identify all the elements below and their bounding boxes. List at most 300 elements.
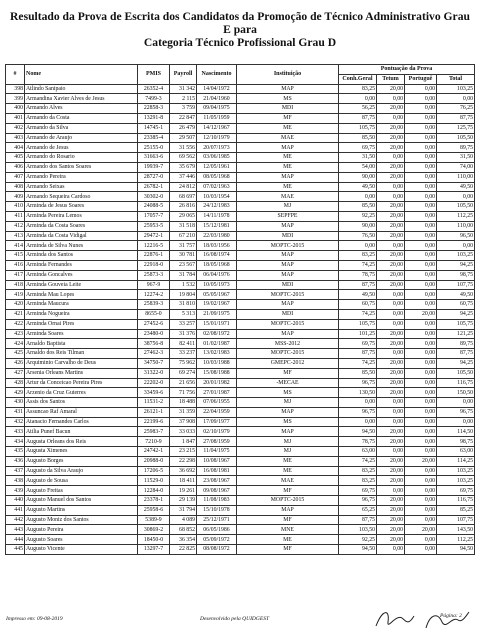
cell-num: 444 [6, 535, 25, 545]
cell-conh: 49,50 [339, 182, 377, 192]
cell-nascimento: 11/04/1975 [197, 447, 237, 457]
cell-num: 405 [6, 153, 25, 163]
cell-conh: 76,50 [339, 231, 377, 241]
cell-instituicao: MJ [237, 202, 339, 212]
cell-payroll: 82 411 [170, 339, 197, 349]
cell-tetum: 20,00 [377, 329, 405, 339]
cell-instituicao: MF [237, 113, 339, 123]
cell-portugues: 0,00 [405, 329, 437, 339]
cell-pmis: 17206-5 [138, 466, 170, 476]
cell-num: 436 [6, 456, 25, 466]
cell-instituicao: MNE [237, 525, 339, 535]
cell-num: 433 [6, 427, 25, 437]
cell-num: 410 [6, 202, 25, 212]
cell-instituicao: MJ [237, 447, 339, 457]
cell-portugues: 0,00 [405, 202, 437, 212]
cell-total: 49,50 [437, 290, 475, 300]
cell-nome: Augusto Martins [25, 505, 138, 515]
cell-nascimento: 10/03/1954 [197, 192, 237, 202]
cell-portugues: 0,00 [405, 94, 437, 104]
cell-tetum: 20,00 [377, 466, 405, 476]
developer-credit: Desenvolvido pela QUIDGEST [200, 616, 270, 622]
cell-nome: Atanacio Fernandes Carlos [25, 417, 138, 427]
cell-instituicao: MF [237, 486, 339, 496]
table-row [6, 153, 475, 163]
cell-nascimento: 21/04/1960 [197, 94, 237, 104]
cell-instituicao: GMEPC-2012 [237, 358, 339, 368]
table-row [6, 417, 475, 427]
cell-num: 416 [6, 260, 25, 270]
cell-payroll: 21 656 [170, 378, 197, 388]
cell-total: 89,75 [437, 143, 475, 153]
cell-nascimento: 23/08/1967 [197, 476, 237, 486]
cell-pmis: 11531-2 [138, 398, 170, 408]
cell-nome: Augusto Moniz dos Santos [25, 515, 138, 525]
cell-instituicao: ME [237, 162, 339, 172]
cell-tetum: 0,00 [377, 398, 405, 408]
cell-conh: 74,25 [339, 260, 377, 270]
cell-instituicao: MAP [237, 84, 339, 94]
cell-conh: 105,75 [339, 319, 377, 329]
cell-num: 419 [6, 290, 25, 300]
cell-tetum: 20,00 [377, 525, 405, 535]
col-nascimento-header: Nascimento [197, 65, 237, 85]
cell-tetum: 20,00 [377, 496, 405, 506]
table-row [6, 241, 475, 251]
cell-instituicao: MSS-2012 [237, 339, 339, 349]
cell-nome: Arsenia Orleans Martins [25, 368, 138, 378]
cell-instituicao: MAP [237, 221, 339, 231]
cell-conh: 96,75 [339, 496, 377, 506]
cell-nome: Arminda Mau Lopes [25, 290, 138, 300]
cell-conh: 87,75 [339, 280, 377, 290]
cell-nascimento: 05/09/1972 [197, 535, 237, 545]
cell-tetum: 20,00 [377, 104, 405, 114]
cell-nome: Augusto Borges [25, 456, 138, 466]
cell-conh: 92,25 [339, 535, 377, 545]
cell-portugues: 0,00 [405, 407, 437, 417]
cell-num: 426 [6, 358, 25, 368]
table-row [6, 339, 475, 349]
col-num-header: # [6, 65, 25, 85]
cell-nascimento: 25/12/1971 [197, 515, 237, 525]
cell-portugues: 0,00 [405, 123, 437, 133]
table-row [6, 515, 475, 525]
cell-tetum: 0,00 [377, 153, 405, 163]
cell-tetum: 20,00 [377, 221, 405, 231]
cell-tetum: 0,00 [377, 182, 405, 192]
cell-conh: 56,25 [339, 104, 377, 114]
cell-conh: 83,25 [339, 476, 377, 486]
cell-payroll: 31 342 [170, 84, 197, 94]
cell-tetum: 0,00 [377, 545, 405, 555]
cell-pmis: 25155-0 [138, 143, 170, 153]
cell-pmis: 22858-3 [138, 104, 170, 114]
cell-payroll: 67 210 [170, 231, 197, 241]
cell-nome: Arminda dos Santos [25, 251, 138, 261]
cell-nascimento: 15/12/1981 [197, 221, 237, 231]
cell-payroll: 31 376 [170, 329, 197, 339]
table-row [6, 123, 475, 133]
cell-conh: 0,00 [339, 398, 377, 408]
cell-conh: 74,25 [339, 358, 377, 368]
cell-payroll: 30 781 [170, 251, 197, 261]
cell-payroll: 24 812 [170, 182, 197, 192]
cell-nascimento: 14/11/1978 [197, 211, 237, 221]
cell-total: 96,75 [437, 407, 475, 417]
cell-total: 98,75 [437, 437, 475, 447]
cell-portugues: 0,00 [405, 300, 437, 310]
cell-nome: Arminda da Costa Vidigal [25, 231, 138, 241]
cell-num: 430 [6, 398, 25, 408]
cell-pmis: 26121-1 [138, 407, 170, 417]
cell-pmis: 14745-1 [138, 123, 170, 133]
cell-pmis: 12274-2 [138, 290, 170, 300]
cell-payroll: 33 033 [170, 427, 197, 437]
cell-portugues: 0,00 [405, 358, 437, 368]
cell-total: 125,75 [437, 123, 475, 133]
cell-nascimento: 06/05/1986 [197, 525, 237, 535]
cell-conh: 105,75 [339, 123, 377, 133]
cell-payroll: 29 139 [170, 496, 197, 506]
cell-nascimento: 10/08/1967 [197, 456, 237, 466]
cell-total: 105,50 [437, 368, 475, 378]
cell-num: 423 [6, 329, 25, 339]
cell-pmis: 38756-8 [138, 339, 170, 349]
cell-nome: Armando Sequeira Cardoso [25, 192, 138, 202]
cell-payroll: 31 518 [170, 221, 197, 231]
table-row [6, 143, 475, 153]
table-row [6, 427, 475, 437]
cell-nascimento: 20/07/1973 [197, 143, 237, 153]
cell-payroll: 18 488 [170, 398, 197, 408]
cell-tetum: 20,00 [377, 437, 405, 447]
cell-portugues: 0,00 [405, 398, 437, 408]
cell-total: 0,00 [437, 241, 475, 251]
title-line-3: Categoria Técnico Profissional Grau D [143, 36, 337, 49]
cell-nome: Arminda Goncalves [25, 270, 138, 280]
cell-pmis: 31322-0 [138, 368, 170, 378]
cell-nome: Arminda da Costa Soares [25, 221, 138, 231]
cell-portugues: 0,00 [405, 349, 437, 359]
cell-nome: Armando de Jesus [25, 143, 138, 153]
cell-payroll: 36 692 [170, 466, 197, 476]
col-conh-header: Conh.Geral [339, 74, 377, 84]
table-row [6, 133, 475, 143]
cell-total: 105,75 [437, 319, 475, 329]
cell-tetum: 20,00 [377, 211, 405, 221]
cell-nome: Augusto Manuel dos Santos [25, 496, 138, 506]
cell-tetum: 20,00 [377, 260, 405, 270]
cell-conh: 78,75 [339, 270, 377, 280]
cell-conh: 0,00 [339, 417, 377, 427]
cell-tetum: 20,00 [377, 123, 405, 133]
cell-nascimento: 18/05/1968 [197, 260, 237, 270]
cell-portugues: 0,00 [405, 84, 437, 94]
cell-instituicao: ME [237, 123, 339, 133]
cell-total: 0,00 [437, 94, 475, 104]
cell-nascimento: 15/10/1978 [197, 505, 237, 515]
cell-portugues: 20,00 [405, 525, 437, 535]
table-row [6, 525, 475, 535]
cell-instituicao: -MECAE [237, 378, 339, 388]
cell-num: 445 [6, 545, 25, 555]
cell-nascimento: 12/10/1979 [197, 133, 237, 143]
table-row [6, 535, 475, 545]
results-table [5, 64, 475, 555]
cell-instituicao: ME [237, 456, 339, 466]
cell-portugues: 0,00 [405, 221, 437, 231]
cell-nome: Arminda Pereira Lemos [25, 211, 138, 221]
cell-pmis: 25839-3 [138, 300, 170, 310]
cell-tetum: 0,00 [377, 407, 405, 417]
cell-total: 89,75 [437, 339, 475, 349]
cell-payroll: 37 446 [170, 172, 197, 182]
cell-tetum: 0,00 [377, 94, 405, 104]
document-title [0, 10, 480, 49]
table-row [6, 309, 475, 319]
cell-num: 440 [6, 496, 25, 506]
cell-total: 31,50 [437, 153, 475, 163]
cell-tetum: 20,00 [377, 172, 405, 182]
cell-tetum: 0,00 [377, 113, 405, 123]
cell-nascimento: 10/05/1973 [197, 280, 237, 290]
cell-nome: Arquiminio Carvalho de Deus [25, 358, 138, 368]
cell-payroll: 37 908 [170, 417, 197, 427]
cell-portugues: 0,00 [405, 192, 437, 202]
cell-portugues: 0,00 [405, 143, 437, 153]
cell-pmis: 13297-7 [138, 545, 170, 555]
cell-pmis: 27462-3 [138, 349, 170, 359]
cell-instituicao: ME [237, 182, 339, 192]
cell-nascimento: 17/09/1977 [197, 417, 237, 427]
table-row [6, 407, 475, 417]
cell-nascimento: 21/09/1975 [197, 309, 237, 319]
cell-payroll: 31 794 [170, 505, 197, 515]
cell-payroll: 1 532 [170, 280, 197, 290]
cell-nome: Augusto Pereira [25, 525, 138, 535]
cell-nascimento: 11/08/1983 [197, 496, 237, 506]
cell-num: 435 [6, 447, 25, 457]
cell-portugues: 0,00 [405, 280, 437, 290]
cell-instituicao: MS [237, 388, 339, 398]
cell-total: 74,00 [437, 162, 475, 172]
cell-nascimento: 02/10/1979 [197, 427, 237, 437]
table-row [6, 437, 475, 447]
cell-nome: Arminda Maucura [25, 300, 138, 310]
cell-instituicao: MAE [237, 133, 339, 143]
cell-nascimento: 24/12/1983 [197, 202, 237, 212]
cell-tetum: 20,00 [377, 476, 405, 486]
cell-instituicao: MAP [237, 427, 339, 437]
page-number: Página: 2 [440, 613, 462, 619]
cell-payroll: 69 562 [170, 153, 197, 163]
cell-payroll: 31 556 [170, 143, 197, 153]
title-line-2: E para [223, 23, 257, 36]
cell-payroll: 1 847 [170, 437, 197, 447]
cell-total: 112,25 [437, 535, 475, 545]
cell-nascimento: 01/02/1987 [197, 339, 237, 349]
col-payroll-header: Payroll [170, 65, 197, 85]
cell-num: 429 [6, 388, 25, 398]
cell-instituicao: MF [237, 515, 339, 525]
cell-instituicao: MF [237, 545, 339, 555]
cell-total: 121,25 [437, 329, 475, 339]
cell-tetum: 20,00 [377, 202, 405, 212]
cell-num: 418 [6, 280, 25, 290]
cell-nascimento: 15/01/1971 [197, 319, 237, 329]
cell-payroll: 26 479 [170, 123, 197, 133]
cell-num: 400 [6, 104, 25, 114]
cell-pmis: 19939-7 [138, 162, 170, 172]
cell-portugues: 0,00 [405, 535, 437, 545]
cell-pmis: 25958-6 [138, 505, 170, 515]
cell-payroll: 26 816 [170, 202, 197, 212]
cell-nascimento: 18/03/1956 [197, 241, 237, 251]
cell-instituicao: MAP [237, 270, 339, 280]
cell-conh: 87,75 [339, 515, 377, 525]
cell-nome: Armando da Silva [25, 123, 138, 133]
cell-instituicao: MJ [237, 398, 339, 408]
cell-total: 103,25 [437, 84, 475, 94]
cell-total: 0,00 [437, 192, 475, 202]
cell-nascimento: 16/08/1981 [197, 466, 237, 476]
cell-num: 401 [6, 113, 25, 123]
cell-pmis: 22202-0 [138, 378, 170, 388]
cell-portugues: 0,00 [405, 368, 437, 378]
table-row [6, 358, 475, 368]
cell-instituicao: SEPFPE [237, 211, 339, 221]
cell-conh: 90,00 [339, 221, 377, 231]
cell-tetum: 20,00 [377, 84, 405, 94]
cell-tetum: 20,00 [377, 358, 405, 368]
cell-tetum: 0,00 [377, 241, 405, 251]
cell-total: 94,25 [437, 309, 475, 319]
cell-num: 442 [6, 515, 25, 525]
cell-pmis: 28727-0 [138, 172, 170, 182]
cell-conh: 74,25 [339, 456, 377, 466]
cell-portugues: 0,00 [405, 172, 437, 182]
cell-portugues: 0,00 [405, 476, 437, 486]
table-row [6, 466, 475, 476]
cell-nascimento: 20/01/1982 [197, 378, 237, 388]
cell-nascimento: 14/12/1967 [197, 123, 237, 133]
cell-nome: Arminda de Silva Nunes [25, 241, 138, 251]
cell-portugues: 0,00 [405, 270, 437, 280]
cell-portugues: 0,00 [405, 515, 437, 525]
cell-tetum: 20,00 [377, 270, 405, 280]
table-row [6, 94, 475, 104]
cell-nome: Augusta Ximenes [25, 447, 138, 457]
cell-nascimento: 13/02/1983 [197, 349, 237, 359]
cell-pmis: 20988-0 [138, 456, 170, 466]
cell-conh: 85,50 [339, 202, 377, 212]
cell-conh: 69,75 [339, 339, 377, 349]
cell-conh: 101,25 [339, 329, 377, 339]
col-pontuacao-header: Pontuação da Prova [339, 65, 475, 75]
cell-instituicao: MAP [237, 251, 339, 261]
cell-num: 404 [6, 143, 25, 153]
cell-payroll: 22 825 [170, 545, 197, 555]
cell-num: 415 [6, 251, 25, 261]
cell-nascimento: 27/08/1959 [197, 437, 237, 447]
cell-num: 414 [6, 241, 25, 251]
cell-nome: Arminda Gouveia Leite [25, 280, 138, 290]
cell-instituicao: MS [237, 94, 339, 104]
cell-tetum: 0,00 [377, 192, 405, 202]
cell-pmis: 25983-7 [138, 427, 170, 437]
cell-payroll: 22 298 [170, 456, 197, 466]
cell-payroll: 31 784 [170, 270, 197, 280]
col-instituicao-header: Instituição [237, 65, 339, 85]
cell-portugues: 20,00 [405, 309, 437, 319]
cell-conh: 31,50 [339, 153, 377, 163]
cell-pmis: 17057-7 [138, 211, 170, 221]
cell-pmis: 29472-1 [138, 231, 170, 241]
cell-payroll: 31 757 [170, 241, 197, 251]
cell-total: 143,50 [437, 525, 475, 535]
table-row [6, 172, 475, 182]
cell-conh: 65,25 [339, 505, 377, 515]
cell-nome: Arzenio da Cruz Guterres [25, 388, 138, 398]
col-portugues-header: Portuguê [405, 74, 437, 84]
cell-tetum: 20,00 [377, 231, 405, 241]
table-row [6, 496, 475, 506]
cell-nascimento: 27/01/1987 [197, 388, 237, 398]
title-line-1: Resultado da Prova de Escrita dos Candidatos da Promoção de Técnico Administrativo Grau [10, 10, 470, 23]
cell-conh: 54,00 [339, 162, 377, 172]
cell-payroll: 18 411 [170, 476, 197, 486]
cell-nascimento: 22/04/1959 [197, 407, 237, 417]
cell-total: 0,00 [437, 398, 475, 408]
cell-tetum: 20,00 [377, 143, 405, 153]
cell-pmis: 11529-0 [138, 476, 170, 486]
cell-nome: Armando do Rosario [25, 153, 138, 163]
cell-total: 105,50 [437, 133, 475, 143]
cell-payroll: 75 962 [170, 358, 197, 368]
cell-num: 408 [6, 182, 25, 192]
cell-portugues: 0,00 [405, 260, 437, 270]
cell-payroll: 3 759 [170, 104, 197, 114]
table-row [6, 545, 475, 555]
cell-payroll: 31 359 [170, 407, 197, 417]
cell-payroll: 36 354 [170, 535, 197, 545]
cell-nascimento: 10/03/1988 [197, 358, 237, 368]
cell-instituicao: MAP [237, 505, 339, 515]
cell-tetum: 0,00 [377, 486, 405, 496]
cell-nascimento: 08/08/1972 [197, 545, 237, 555]
cell-total: 107,75 [437, 515, 475, 525]
cell-conh: 90,00 [339, 172, 377, 182]
cell-payroll: 22 847 [170, 113, 197, 123]
cell-instituicao: MOPTC-2015 [237, 241, 339, 251]
cell-conh: 60,75 [339, 300, 377, 310]
cell-total: 96,50 [437, 231, 475, 241]
cell-conh: 87,75 [339, 349, 377, 359]
cell-total: 94,50 [437, 545, 475, 555]
cell-conh: 83,25 [339, 251, 377, 261]
cell-payroll: 68 697 [170, 192, 197, 202]
cell-total: 94,25 [437, 358, 475, 368]
cell-conh: 96,75 [339, 378, 377, 388]
cell-total: 110,00 [437, 172, 475, 182]
handwritten-signature [372, 604, 472, 634]
cell-portugues: 0,00 [405, 388, 437, 398]
cell-nascimento: 08/05/1968 [197, 172, 237, 182]
cell-total: 105,50 [437, 202, 475, 212]
cell-total: 87,75 [437, 349, 475, 359]
cell-num: 399 [6, 94, 25, 104]
